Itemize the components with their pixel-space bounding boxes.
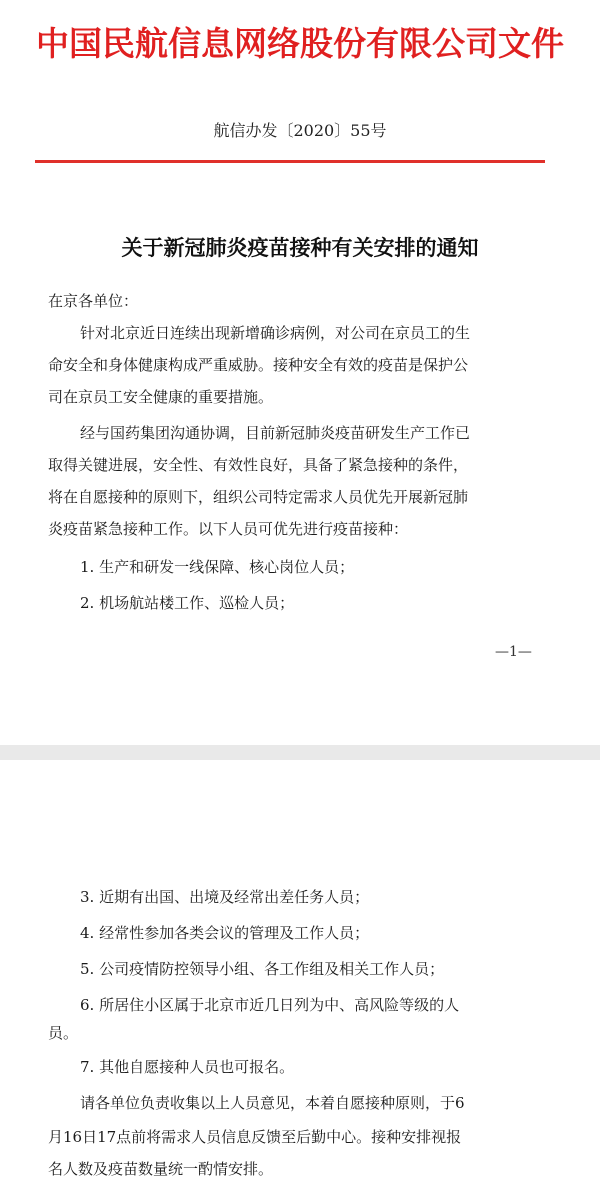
- list-item: 6. 所居住小区属于北京市近几日列为中、高风险等级的人: [80, 996, 460, 1014]
- salutation: 在京各单位：: [48, 292, 139, 310]
- org-header-title: 中国民航信息网络股份有限公司文件: [36, 24, 564, 63]
- paragraph-line: 炎疫苗紧急接种工作。以下人员可优先进行疫苗接种：: [48, 520, 409, 538]
- paragraph-line: 月16日17点前将需求人员信息反馈至后勤中心。接种安排视报: [48, 1128, 462, 1146]
- paragraph-line: 命安全和身体健康构成严重威胁。接种安全有效的疫苗是保护公: [48, 356, 469, 374]
- paragraph-line: 名人数及疫苗数量统一酌情安排。: [48, 1160, 274, 1178]
- paragraph-line: 请各单位负责收集以上人员意见，本着自愿接种原则，于6: [80, 1094, 465, 1112]
- paragraph-line: 将在自愿接种的原则下，组织公司特定需求人员优先开展新冠肺: [48, 488, 469, 506]
- list-item: 1. 生产和研发一线保障、核心岗位人员；: [80, 558, 355, 576]
- document-page-2: [0, 760, 600, 1201]
- list-item: 4. 经常性参加各类会议的管理及工作人员；: [80, 924, 370, 942]
- list-item: 5. 公司疫情防控领导小组、各工作组及相关工作人员；: [80, 960, 445, 978]
- red-divider-line: [35, 160, 545, 163]
- paragraph-line: 司在京员工安全健康的重要措施。: [48, 388, 274, 406]
- list-item: 7. 其他自愿接种人员也可报名。: [80, 1058, 295, 1076]
- list-item-continuation: 员。: [48, 1024, 79, 1042]
- document-number: 航信办发〔2020〕55号: [213, 121, 387, 140]
- paragraph-line: 经与国药集团沟通协调，目前新冠肺炎疫苗研发生产工作已: [80, 424, 471, 442]
- page-number: —1—: [495, 644, 532, 660]
- notice-title: 关于新冠肺炎疫苗接种有关安排的通知: [121, 236, 479, 260]
- list-item: 2. 机场航站楼工作、巡检人员；: [80, 594, 295, 612]
- paragraph-line: 取得关键进展，安全性、有效性良好，具备了紧急接种的条件，: [48, 456, 469, 474]
- list-item: 3. 近期有出国、出境及经常出差任务人员；: [80, 888, 370, 906]
- paragraph-line: 针对北京近日连续出现新增确诊病例，对公司在京员工的生: [80, 324, 471, 342]
